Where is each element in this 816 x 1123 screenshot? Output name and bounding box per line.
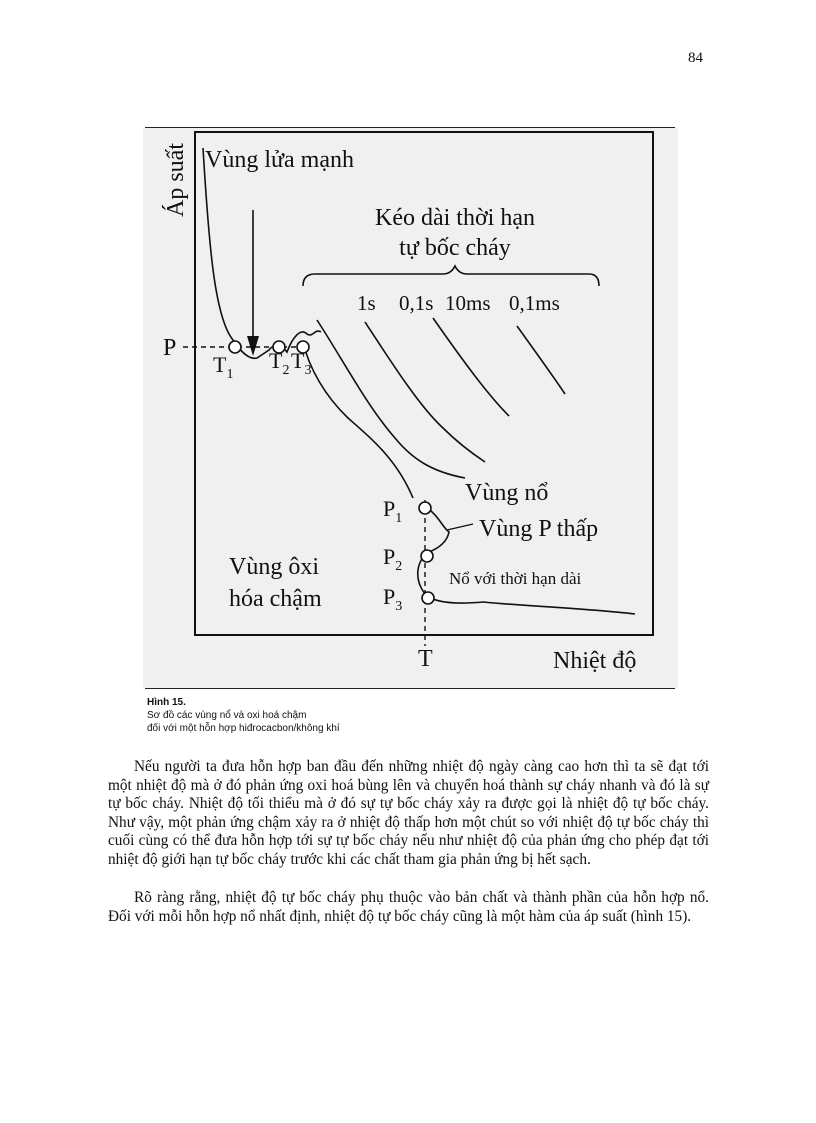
ignition-region-diagram: [143, 128, 678, 688]
caption-line-1: Sơ đồ các vùng nổ và oxi hoá chậm: [147, 710, 307, 721]
strong-flame-label: Vùng lửa mạnh: [205, 147, 354, 173]
body-paragraph-1: [108, 758, 709, 869]
delay-curve-01s: [365, 322, 485, 462]
delay-brace: [303, 266, 599, 286]
delay-time-1s: 1s: [357, 291, 376, 315]
label-t2: $T_2$: [269, 348, 290, 378]
caption-title: Hình 15.: [147, 697, 186, 708]
label-t1: $T_1$: [213, 352, 234, 382]
paragraph-text-1: Nếu người ta đưa hỗn hợp ban đầu đến những nhiệt độ ngày càng cao hơn thì ta sẽ đạt tới một nhiệt độ mà ở đó phản ứng oxi hoá bùng lên và chuyển hoá thành sự cháy nhanh và đó là sự tự bốc cháy. Nhiệt độ tối thiểu mà ở đó sự tự bốc cháy xảy ra được gọi là nhiệt độ tự bốc cháy. Như vậy, một phản ứng chậm xảy ra ở nhiệt độ thấp hơn một chút so với nhiệt độ tự bốc cháy thì cuối cùng có thể đưa hỗn hợp tới sự tự bốc cháy nếu như nhiệt độ của phản ứng cho phép đạt tới nhiệt độ giới hạn tự bốc cháy trước khi các chất tham gia phản ứng bị hết sạch.: [108, 758, 709, 868]
delay-title-line2: tự bốc cháy: [399, 235, 511, 261]
slow-oxidation-label-line2: hóa chậm: [229, 586, 322, 612]
y-axis-label: Áp suất: [163, 143, 189, 217]
low-pressure-pointer: [447, 524, 473, 530]
page-number: 84: [688, 50, 703, 66]
delay-time-01ms: 0,1ms: [509, 291, 560, 315]
point-p2: [421, 550, 433, 562]
delay-title-line1: Kéo dài thời hạn: [375, 205, 535, 231]
delay-curve-01ms: [517, 326, 565, 394]
label-p2: $P_2$: [383, 544, 403, 574]
ignition-boundary-lower: [303, 342, 413, 498]
arrow-head: [247, 336, 259, 356]
paragraph-text-2: Rõ ràng rằng, nhiệt độ tự bốc cháy phụ thuộc vào bản chất và thành phần của hỗn hợp nổ. Đối với mỗi hỗn hợp nổ nhất định, nhiệt độ tự bốc cháy cũng là một hàm của áp suất (hình 15).: [108, 889, 709, 925]
body-paragraph-2: [108, 889, 709, 926]
figure-caption: [147, 696, 340, 735]
x-axis-label: Nhiệt độ: [553, 648, 637, 674]
point-p1: [419, 502, 431, 514]
explosion-region-label: Vùng nổ: [465, 480, 549, 506]
pressure-marker: P: [163, 335, 177, 361]
long-delay-explosion-label: Nổ với thời hạn dài: [449, 569, 582, 588]
slow-oxidation-label-line1: Vùng ôxi: [229, 554, 319, 580]
label-t3: $T_3$: [291, 348, 312, 378]
point-t1: [229, 341, 241, 353]
point-p3: [422, 592, 434, 604]
delay-time-10ms: 10ms: [445, 291, 491, 315]
delay-curve-10ms: [433, 318, 509, 416]
caption-line-2: đối với một hỗn hợp hiđrocacbon/không khí: [147, 723, 340, 734]
low-pressure-region-label: Vùng P thấp: [479, 516, 599, 542]
label-p3: $P_3$: [383, 584, 403, 614]
delay-curve-1s: [317, 320, 465, 478]
label-p1: $P_1$: [383, 496, 403, 526]
delay-time-01s: 0,1s: [399, 291, 434, 315]
ignition-boundary-left: [203, 148, 321, 358]
temperature-marker: T: [418, 646, 433, 672]
figure-bottom-rule: [145, 688, 675, 689]
